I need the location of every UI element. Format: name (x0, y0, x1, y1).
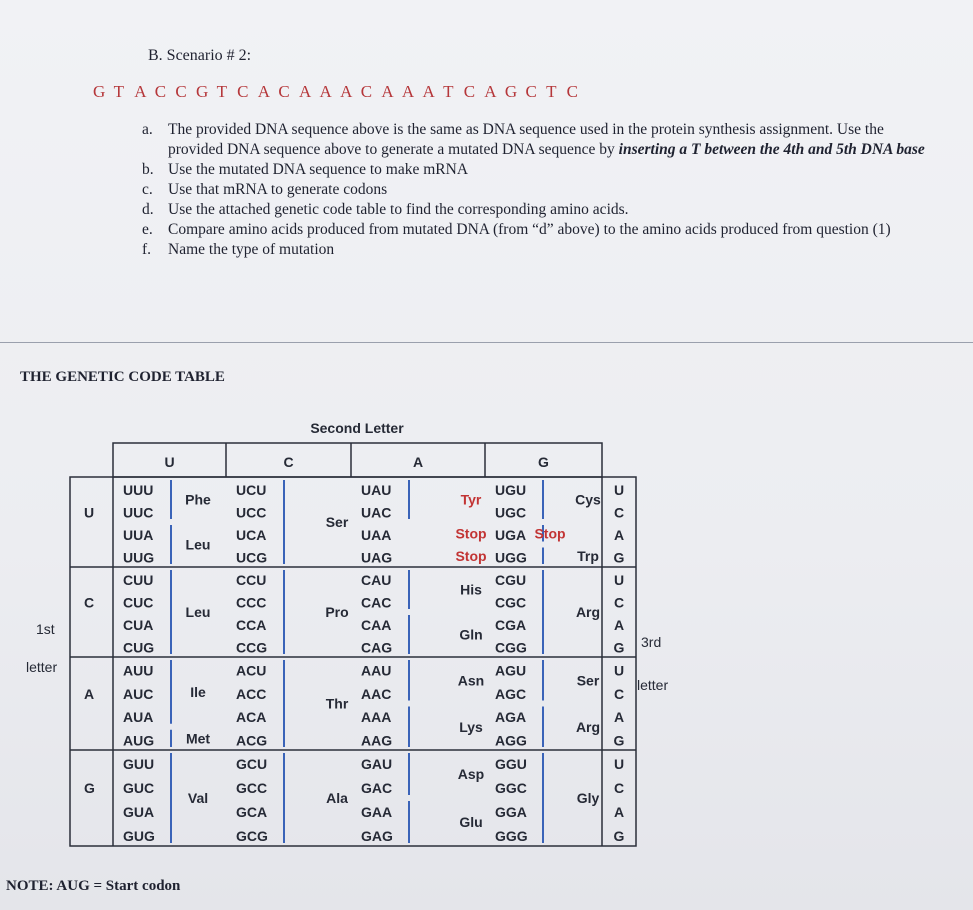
third-letter: G (613, 732, 625, 749)
column-header: A (412, 454, 424, 470)
question-text: Use the attached genetic code table to find the corresponding amino acids. (168, 201, 629, 218)
amino-acid: Leu (185, 604, 211, 620)
third-letter-label: letter (637, 677, 669, 693)
codon: GCU (236, 756, 268, 773)
codon: GCA (236, 804, 268, 821)
amino-acid: Gly (576, 790, 600, 806)
codon: CGA (495, 617, 527, 633)
amino-acid: Tyr (460, 491, 482, 508)
codon: UAG (361, 549, 393, 566)
dna-base: C (463, 82, 476, 101)
third-letter: U (613, 662, 625, 679)
dna-base: A (422, 82, 435, 101)
codon: GAG (361, 828, 393, 845)
codon: AAU (361, 662, 392, 679)
codon: AAA (361, 709, 392, 726)
codon: CGC (495, 594, 527, 611)
dna-base: C (525, 82, 537, 101)
dna-base: C (175, 82, 187, 101)
codon: GCC (236, 780, 268, 797)
column-header: G (538, 454, 549, 470)
amino-acid: Arg (575, 718, 601, 735)
codon: AGC (495, 685, 527, 702)
dna-base: A (319, 82, 332, 101)
codon: AUA (123, 709, 154, 726)
codon: AUG (123, 732, 155, 749)
codon: GGU (495, 756, 527, 773)
dna-base: G (93, 82, 106, 101)
dna-base: C (278, 82, 290, 101)
amino-acid: Stop (455, 525, 487, 542)
codon: CCG (236, 639, 268, 656)
codon: UGC (495, 504, 527, 521)
dna-base: C (154, 82, 167, 101)
dna-base: G (195, 82, 209, 101)
codon: ACC (236, 685, 267, 702)
codon: CUU (123, 572, 154, 588)
third-letter: U (613, 482, 625, 498)
codon: UUU (123, 482, 154, 498)
first-letter-label: 1st (36, 621, 55, 637)
codon: CAU (361, 572, 392, 588)
codon: GAU (361, 756, 393, 773)
codon: GGG (495, 828, 528, 845)
amino-acid: Cys (575, 491, 601, 508)
amino-acid: Ser (576, 672, 600, 689)
dna-base: A (484, 82, 497, 101)
third-letter: G (613, 828, 625, 845)
third-letter: C (613, 685, 625, 702)
row-header: G (84, 780, 95, 797)
question-text: The provided DNA sequence above is the same as DNA sequence used in the protein synthesis assignment. Use the provided DNA sequence above to generate a mutated DNA sequence by (168, 121, 884, 158)
codon: CCA (236, 617, 267, 633)
scenario-title: B. Scenario # 2: (148, 47, 252, 64)
start-codon-note: NOTE: AUG = Start codon (6, 878, 181, 894)
dna-base: T (546, 82, 557, 101)
third-letter: C (613, 594, 625, 611)
row-header: U (84, 504, 95, 521)
codon: ACG (236, 732, 268, 749)
codon: GGC (495, 780, 527, 797)
dna-base: A (298, 82, 312, 101)
third-letter: G (613, 549, 625, 566)
amino-acid: Stop (455, 547, 487, 564)
question-label: e. (142, 221, 153, 238)
question-label: b. (142, 161, 154, 178)
codon: UUC (123, 504, 154, 521)
genetic-code-heading: THE GENETIC CODE TABLE (20, 369, 225, 385)
codon: CUG (123, 639, 155, 656)
dna-base: C (237, 82, 249, 101)
question-text: Use the mutated DNA sequence to make mRNA (168, 161, 469, 178)
amino-acid: Pro (325, 604, 349, 620)
dna-base: A (134, 82, 147, 101)
codon: GAA (361, 804, 393, 821)
codon: AGU (495, 662, 527, 679)
codon: GGA (495, 804, 527, 821)
amino-acid: Asn (457, 672, 485, 689)
amino-acid: Asp (457, 766, 485, 782)
question-label: c. (142, 181, 153, 198)
amino-acid: Stop (534, 525, 566, 542)
question-text: Compare amino acids produced from mutated DNA (from “d” above) to the amino acids produced from question (1) (168, 221, 891, 238)
codon: CUC (123, 594, 154, 611)
codon: UUG (123, 549, 155, 566)
dna-base: T (443, 82, 454, 101)
dna-base: A (381, 82, 394, 101)
header-row-frame (113, 443, 602, 477)
codon: CGG (495, 639, 527, 656)
codon: UGA (495, 527, 527, 543)
first-letter-label: letter (26, 659, 58, 675)
amino-acid: Lys (459, 718, 483, 735)
third-letter: C (613, 780, 625, 797)
column-header: U (164, 454, 175, 470)
dna-base: A (401, 82, 415, 101)
codon: UUA (123, 527, 154, 543)
codon: GAC (361, 780, 393, 797)
question-text: Use that mRNA to generate codons (168, 181, 388, 198)
codon: CUA (123, 617, 154, 633)
amino-acid: Met (185, 730, 211, 747)
question-label: a. (142, 121, 153, 138)
codon: ACA (236, 709, 267, 726)
codon: CAA (361, 617, 392, 633)
codon: CGU (495, 572, 527, 588)
codon: UAA (361, 527, 392, 543)
dna-base: G (504, 82, 518, 101)
codon: ACU (236, 662, 267, 679)
amino-acid: Leu (185, 536, 211, 553)
amino-acid: Ile (190, 683, 206, 700)
row-header: A (84, 685, 95, 702)
third-letter: A (613, 804, 625, 821)
third-letter: U (613, 572, 625, 588)
question-text: Name the type of mutation (168, 241, 335, 258)
dna-base: A (340, 82, 353, 101)
codon: GCG (236, 828, 268, 845)
codon: CAG (361, 639, 393, 656)
second-letter-label: Second Letter (310, 420, 404, 436)
question-emphasis: inserting a T between the 4th and 5th DNA base (618, 141, 925, 158)
third-letter: G (613, 639, 625, 656)
dna-base: C (566, 82, 578, 101)
amino-acid: Glu (459, 814, 483, 830)
amino-acid: Thr (325, 695, 349, 712)
codon: GUG (123, 828, 155, 845)
codon: GUU (123, 756, 155, 773)
third-letter: C (613, 504, 625, 521)
codon: AGA (495, 709, 527, 726)
codon: GUA (123, 804, 155, 821)
codon: UGG (495, 549, 527, 566)
codon: GUC (123, 780, 155, 797)
third-letter: A (613, 527, 625, 543)
row-header: C (84, 594, 95, 611)
codon: AAC (361, 685, 392, 702)
column-header: C (283, 454, 294, 470)
question-label: d. (142, 201, 154, 218)
codon: UCA (236, 527, 267, 543)
amino-acid: Ala (326, 790, 348, 806)
codon: UAU (361, 482, 392, 498)
codon: UGU (495, 482, 527, 498)
amino-acid: Arg (575, 604, 601, 620)
amino-acid: Ser (325, 514, 349, 530)
codon: AUU (123, 662, 154, 679)
third-letter-label: 3rd (641, 634, 662, 650)
codon: AGG (495, 732, 527, 749)
codon: CCC (236, 594, 267, 611)
amino-acid: Phe (185, 491, 211, 508)
third-letter: A (613, 617, 625, 633)
dna-base: T (216, 82, 227, 101)
codon: AAG (361, 732, 393, 749)
dna-base: A (257, 82, 271, 101)
codon: UCG (236, 549, 268, 566)
dna-base: C (360, 82, 373, 101)
codon: AUC (123, 685, 154, 702)
codon: CAC (361, 594, 392, 611)
dna-base: T (113, 82, 124, 101)
codon: UCC (236, 504, 267, 521)
codon: UAC (361, 504, 392, 521)
third-letter: A (613, 709, 625, 726)
amino-acid: Val (187, 790, 209, 806)
question-label: f. (142, 241, 152, 258)
third-letter: U (613, 756, 625, 773)
codon: CCU (236, 572, 267, 588)
codon: UCU (236, 482, 267, 498)
amino-acid: Trp (577, 547, 599, 564)
amino-acid: His (460, 581, 482, 598)
amino-acid: Gln (459, 626, 483, 643)
